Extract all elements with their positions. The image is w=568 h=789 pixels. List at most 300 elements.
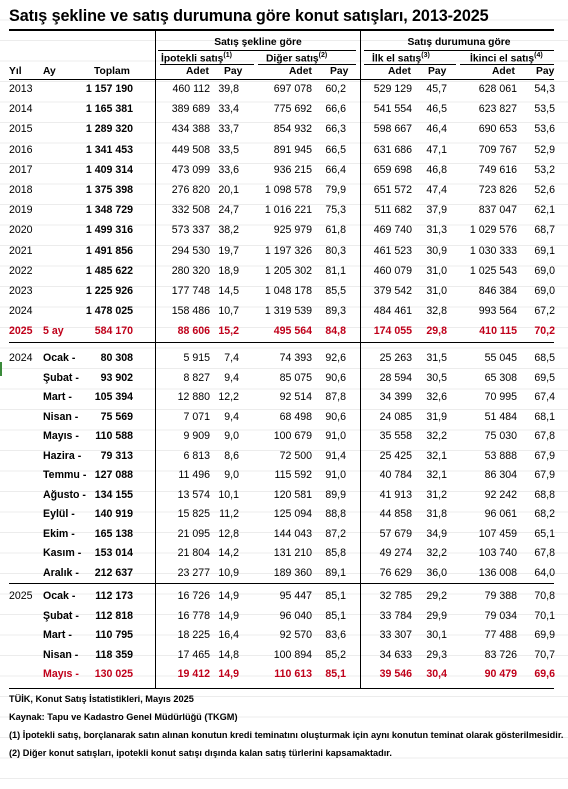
cell-second-share: 70,8: [534, 590, 555, 602]
cell-month: Ekim -: [43, 527, 75, 540]
cell-first-share: 31,5: [426, 352, 447, 364]
cell-month-dash: -: [65, 629, 72, 642]
column-header-share: Pay: [428, 66, 447, 77]
column-header-count: Adet: [289, 66, 312, 77]
cell-year: 2022: [9, 264, 33, 277]
cell-mortgage-share: 9,4: [224, 371, 239, 384]
cell-first-count: 651 572: [373, 184, 412, 196]
cell-other-share: 89,3: [325, 305, 346, 318]
cell-month-dash: -: [72, 609, 79, 622]
cell-mortgage-count: 88 606: [177, 325, 210, 338]
cell-first-share: 32,1: [426, 469, 447, 481]
cell-second-count: 53 888: [484, 449, 517, 462]
cell-first-count: 32 785: [379, 590, 412, 602]
group-header-sales-status: Satış durumuna göre: [407, 37, 511, 48]
cell-first-count: 28 594: [379, 371, 412, 384]
cell-second-share: 65,1: [534, 527, 555, 540]
cell-total: 1 478 025: [85, 305, 133, 318]
footnote-2: (2) Diğer konut satışları, ipotekli konut satışı dışında kalan satış türlerini kapsamaktadır.: [9, 748, 392, 758]
cell-first-count: 469 740: [373, 224, 412, 237]
table-row: [0, 242, 568, 262]
cell-total: 80 308: [100, 352, 133, 364]
cell-first-count: 34 633: [379, 648, 412, 661]
cell-other-share: 60,2: [325, 83, 346, 95]
cell-mortgage-count: 18 225: [177, 629, 210, 642]
cell-other-count: 936 215: [273, 163, 312, 176]
cell-mortgage-share: 10,7: [218, 305, 239, 318]
table-row: [0, 564, 568, 584]
cell-second-share: 52,9: [534, 143, 555, 156]
table-row: [0, 349, 568, 369]
cell-first-share: 31,2: [426, 488, 447, 501]
cell-month: Şubat -: [43, 371, 79, 384]
cell-mortgage-share: 33,5: [218, 143, 239, 156]
cell-total: 112 818: [95, 609, 133, 622]
cell-month-dash: -: [71, 648, 79, 661]
cell-other-count: 72 500: [279, 449, 312, 462]
cell-other-count: 100 679: [273, 430, 312, 442]
cell-second-share: 67,8: [534, 547, 555, 559]
cell-total: 1 289 320: [85, 123, 133, 136]
cell-mortgage-share: 24,7: [218, 204, 239, 217]
cell-mortgage-count: 23 277: [177, 566, 210, 579]
cell-second-share: 64,0: [534, 566, 555, 579]
cell-total: 584 170: [94, 325, 133, 338]
cell-other-count: 925 979: [273, 224, 312, 237]
cell-other-share: 83,6: [325, 629, 346, 642]
cell-other-share: 90,6: [325, 371, 346, 384]
cell-total: 110 588: [95, 430, 133, 442]
cell-month-dash: -: [79, 469, 87, 481]
cell-other-count: 144 043: [273, 527, 312, 540]
cell-other-count: 189 360: [273, 566, 312, 579]
cell-mortgage-count: 19 412: [177, 668, 210, 681]
cell-other-count: 1 319 539: [264, 305, 312, 318]
cell-second-share: 52,6: [534, 184, 555, 196]
cell-first-count: 484 461: [373, 305, 412, 318]
cell-other-share: 85,5: [325, 285, 346, 297]
cell-first-count: 41 913: [379, 488, 412, 501]
cell-second-count: 723 826: [478, 184, 517, 196]
cell-second-count: 65 308: [484, 371, 517, 384]
cell-second-count: 749 616: [478, 163, 517, 176]
cell-first-share: 31,0: [426, 285, 447, 297]
cell-first-share: 30,1: [426, 629, 447, 642]
cell-second-count: 837 047: [478, 204, 517, 217]
header-underline: [364, 64, 456, 65]
cell-other-share: 84,8: [325, 325, 346, 338]
cell-first-share: 46,4: [426, 123, 447, 136]
subheader-other: Diğer satış$^{(2)}$: [266, 52, 328, 65]
cell-first-share: 29,8: [426, 325, 447, 338]
table-row: [0, 262, 568, 282]
cell-mortgage-share: 9,0: [224, 430, 239, 442]
cell-year: 2013: [9, 83, 33, 95]
cell-total: 118 359: [95, 648, 133, 661]
cell-second-count: 709 767: [478, 143, 517, 156]
cell-other-count: 96 040: [279, 609, 312, 622]
subheader-first-hand: İlk el satış$^{(3)}$: [372, 52, 430, 65]
cell-second-share: 68,5: [534, 352, 555, 364]
cell-mortgage-count: 573 337: [171, 224, 210, 237]
cell-second-count: 993 564: [478, 305, 517, 318]
cell-other-count: 775 692: [273, 103, 312, 116]
table-row: [0, 181, 568, 201]
cell-mortgage-count: 9 909: [183, 430, 210, 442]
cell-first-count: 174 055: [373, 325, 412, 338]
cell-second-share: 67,2: [534, 305, 555, 318]
cell-second-count: 79 388: [484, 590, 517, 602]
cell-other-count: 100 894: [273, 648, 312, 661]
cell-year: 2018: [9, 184, 33, 196]
cell-mortgage-count: 17 465: [177, 648, 210, 661]
cell-mortgage-count: 177 748: [171, 285, 210, 297]
cell-total: 1 499 316: [85, 224, 133, 237]
cell-second-count: 136 008: [478, 566, 517, 579]
cell-mortgage-count: 11 496: [178, 469, 210, 481]
cell-first-share: 47,1: [426, 143, 447, 156]
cell-month: Kasım -: [43, 547, 82, 559]
cell-second-share: 69,0: [534, 264, 555, 277]
column-header-count: Adet: [186, 66, 209, 77]
cell-mortgage-count: 15 825: [177, 508, 210, 520]
cell-first-share: 47,4: [426, 184, 447, 196]
cell-year: 2015: [9, 123, 33, 136]
cell-second-count: 77 488: [484, 629, 517, 642]
cell-second-share: 68,7: [534, 224, 555, 237]
cell-second-count: 51 484: [484, 410, 517, 423]
cell-other-count: 1 098 578: [264, 184, 312, 196]
cell-year: 2023: [9, 285, 33, 297]
cell-mortgage-count: 460 112: [172, 83, 210, 95]
cell-year: 2014: [9, 103, 33, 116]
cell-mortgage-count: 16 778: [177, 609, 210, 622]
cell-second-count: 103 740: [478, 547, 517, 559]
title-rule: [9, 29, 554, 31]
cell-second-count: 86 304: [484, 469, 517, 481]
column-header-share: Pay: [224, 66, 243, 77]
cell-second-count: 70 995: [484, 391, 517, 403]
cell-total: 212 637: [94, 566, 133, 579]
table-row: [0, 466, 568, 486]
cell-other-share: 85,1: [325, 609, 346, 622]
cell-second-share: 70,7: [534, 648, 555, 661]
cell-year: 2024: [9, 352, 33, 364]
cell-total: 134 155: [94, 488, 133, 501]
cell-second-share: 53,5: [534, 103, 555, 116]
cell-total: 1 165 381: [85, 103, 133, 116]
cell-other-count: 1 016 221: [264, 204, 312, 217]
cell-total: 1 341 453: [85, 143, 133, 156]
table-row: [0, 486, 568, 506]
cell-first-count: 659 698: [373, 163, 412, 176]
cell-other-share: 61,8: [325, 224, 346, 237]
cell-year: 2020: [9, 224, 33, 237]
cell-second-share: 70,2: [534, 325, 555, 338]
cell-second-count: 90 479: [484, 668, 517, 681]
cell-mortgage-count: 449 508: [171, 143, 210, 156]
cell-second-count: 690 653: [478, 123, 517, 136]
cell-other-count: 110 613: [274, 668, 312, 681]
cell-year: 2025: [9, 325, 33, 338]
cell-total: 75 569: [100, 410, 133, 423]
cell-mortgage-share: 33,6: [218, 163, 239, 176]
table-row: [0, 505, 568, 525]
cell-first-share: 31,8: [426, 508, 447, 520]
cell-total: 1 485 622: [85, 264, 133, 277]
cell-first-share: 30,4: [426, 668, 447, 681]
cell-mortgage-count: 276 820: [171, 184, 210, 196]
cell-second-count: 75 030: [484, 430, 517, 442]
cell-first-share: 34,9: [426, 527, 447, 540]
cell-total: 130 025: [94, 668, 133, 681]
cell-mortgage-share: 12,2: [218, 391, 239, 403]
cell-other-count: 891 945: [273, 143, 312, 156]
cell-first-share: 32,1: [426, 449, 447, 462]
cell-month-dash: -: [71, 410, 79, 423]
cell-second-count: 1 029 576: [469, 224, 517, 237]
cell-first-count: 460 079: [373, 264, 412, 277]
cell-other-share: 87,8: [325, 391, 346, 403]
cell-mortgage-share: 10,9: [218, 566, 239, 579]
cell-mortgage-count: 473 099: [171, 163, 210, 176]
header-underline: [460, 64, 554, 65]
table-row: [0, 120, 568, 140]
cell-mortgage-share: 16,4: [218, 629, 239, 642]
column-header-share: Pay: [536, 66, 555, 77]
cell-total: 112 173: [95, 590, 133, 602]
cell-second-count: 1 025 543: [469, 264, 517, 277]
cell-other-count: 131 210: [273, 547, 312, 559]
cell-mortgage-count: 434 388: [171, 123, 210, 136]
cell-month: Nisan -: [43, 410, 79, 423]
table-row: [0, 100, 568, 120]
cell-mortgage-share: 14,2: [218, 547, 239, 559]
group-header-sales-type: Satış şekline göre: [214, 37, 302, 48]
cell-second-count: 846 384: [478, 285, 517, 297]
cell-mortgage-count: 7 071: [183, 410, 210, 423]
cell-second-count: 92 242: [484, 488, 517, 501]
cell-total: 165 138: [94, 527, 133, 540]
section-rule: [9, 583, 554, 584]
cell-other-share: 66,6: [325, 103, 346, 116]
cell-second-count: 410 115: [479, 325, 517, 338]
cell-total: 1 409 314: [85, 163, 133, 176]
cell-mortgage-share: 14,5: [218, 285, 239, 297]
table-row: [0, 427, 568, 447]
cell-month: Mayıs -: [43, 430, 79, 442]
cell-second-share: 68,8: [534, 488, 555, 501]
cell-mortgage-count: 5 915: [183, 352, 210, 364]
column-header-share: Pay: [330, 66, 349, 77]
cell-year: 2024: [9, 305, 33, 318]
cell-mortgage-share: 11,2: [219, 508, 239, 520]
cell-first-share: 45,7: [426, 83, 447, 95]
column-header-month: Ay: [43, 66, 56, 77]
cell-month-dash: -: [68, 352, 76, 364]
table-bottom-rule: [9, 688, 554, 689]
cell-other-count: 95 447: [279, 590, 312, 602]
cell-month-dash: -: [72, 566, 79, 579]
cell-year: 2016: [9, 143, 33, 156]
cell-other-count: 74 393: [279, 352, 312, 364]
cell-second-share: 67,8: [534, 430, 555, 442]
cell-month: Hazira -: [43, 449, 82, 462]
cell-other-share: 88,8: [325, 508, 346, 520]
cell-first-count: 511 682: [374, 204, 412, 217]
cell-mortgage-share: 33,7: [218, 123, 239, 136]
table-row: [0, 408, 568, 428]
cell-other-share: 87,2: [325, 527, 346, 540]
cell-first-share: 32,8: [426, 305, 447, 318]
cell-total: 1 491 856: [85, 244, 133, 257]
cell-first-count: 598 667: [373, 123, 412, 136]
table-row: [0, 322, 568, 342]
cell-other-share: 92,6: [325, 352, 346, 364]
cell-year: 2017: [9, 163, 33, 176]
cell-other-share: 79,9: [325, 184, 346, 196]
cell-total: 1 375 398: [85, 184, 133, 196]
cell-month: Ocak -: [43, 352, 76, 364]
cell-other-share: 66,3: [325, 123, 346, 136]
cell-first-share: 30,5: [426, 371, 447, 384]
cell-month-dash: -: [74, 547, 82, 559]
cell-second-count: 55 045: [484, 352, 517, 364]
source-line: Kaynak: Tapu ve Kadastro Genel Müdürlüğü (TKGM): [9, 712, 238, 722]
cell-first-share: 29,3: [426, 648, 447, 661]
cell-month-dash: -: [68, 508, 75, 520]
cell-month-dash: -: [72, 371, 79, 384]
cell-other-share: 89,9: [325, 488, 346, 501]
cell-mortgage-count: 16 726: [177, 590, 210, 602]
cell-year: 2019: [9, 204, 33, 217]
cell-other-share: 85,2: [325, 648, 346, 661]
cell-mortgage-share: 14,9: [218, 609, 239, 622]
header-underline: [258, 64, 356, 65]
cell-first-count: 541 554: [373, 103, 412, 116]
cell-month: Şubat -: [43, 609, 79, 622]
cell-first-share: 32,6: [426, 391, 447, 403]
table-row: [0, 161, 568, 181]
cell-first-count: 461 523: [373, 244, 412, 257]
cell-second-share: 62,1: [534, 204, 555, 217]
cell-mortgage-share: 9,0: [224, 469, 239, 481]
row-marker: [0, 362, 2, 376]
cell-second-share: 54,3: [534, 83, 555, 95]
header-underline: [364, 50, 554, 51]
cell-first-count: 379 542: [373, 285, 412, 297]
cell-month-dash: -: [74, 449, 82, 462]
subheader-mortgage: İpotekli satış$^{(1)}$: [161, 52, 232, 65]
cell-mortgage-share: 18,9: [218, 264, 239, 277]
table-row: [0, 525, 568, 545]
cell-total: 1 348 729: [85, 204, 133, 217]
cell-other-share: 91,4: [325, 449, 346, 462]
cell-other-count: 92 514: [279, 391, 312, 403]
cell-mortgage-count: 21 095: [177, 527, 210, 540]
cell-other-count: 125 094: [273, 508, 312, 520]
cell-other-count: 697 078: [273, 83, 312, 95]
cell-mortgage-share: 39,8: [218, 83, 239, 95]
cell-second-share: 69,0: [534, 285, 555, 297]
cell-mortgage-count: 332 508: [171, 204, 210, 217]
cell-mortgage-count: 21 804: [177, 547, 210, 559]
table-row: [0, 447, 568, 467]
cell-first-count: 33 784: [379, 609, 412, 622]
cell-second-count: 79 034: [484, 609, 517, 622]
cell-mortgage-count: 6 813: [183, 449, 210, 462]
cell-mortgage-count: 280 320: [171, 264, 210, 277]
cell-first-count: 49 274: [379, 547, 412, 559]
table-row: [0, 646, 568, 666]
cell-first-count: 39 546: [379, 668, 412, 681]
cell-mortgage-share: 19,7: [218, 244, 239, 257]
cell-month-dash: -: [79, 488, 86, 501]
cell-other-count: 1 197 326: [264, 244, 312, 257]
column-header-year: Yıl: [9, 66, 22, 77]
cell-other-share: 89,1: [325, 566, 346, 579]
column-header-count: Adet: [492, 66, 515, 77]
cell-total: 153 014: [94, 547, 133, 559]
cell-second-share: 53,2: [534, 163, 555, 176]
cell-first-share: 46,5: [426, 103, 447, 116]
cell-other-share: 66,4: [325, 163, 346, 176]
cell-total: 127 088: [94, 469, 133, 481]
cell-month: Mayıs -: [43, 668, 79, 681]
cell-other-count: 68 498: [279, 410, 312, 423]
table-row: [0, 544, 568, 564]
cell-other-count: 854 932: [273, 123, 312, 136]
cell-first-share: 36,0: [426, 566, 447, 579]
cell-first-count: 631 686: [373, 143, 412, 156]
cell-month-dash: -: [72, 668, 79, 681]
section-rule: [9, 342, 554, 343]
cell-first-count: 33 307: [379, 629, 412, 642]
cell-second-share: 68,1: [534, 410, 555, 423]
table-row: [0, 369, 568, 389]
cell-month-dash: -: [72, 430, 79, 442]
cell-year: 2025: [9, 590, 33, 602]
table-row: [0, 80, 568, 100]
cell-mortgage-share: 20,1: [218, 184, 239, 196]
cell-second-share: 69,1: [534, 244, 555, 257]
cell-other-share: 66,5: [325, 143, 346, 156]
cell-second-share: 69,9: [534, 629, 555, 642]
cell-other-count: 1 205 302: [264, 264, 312, 277]
table-row: [0, 302, 568, 322]
cell-other-share: 90,6: [325, 410, 346, 423]
cell-second-share: 70,1: [534, 609, 555, 622]
cell-first-count: 25 425: [379, 449, 412, 462]
cell-second-share: 67,4: [534, 391, 555, 403]
cell-month: Ocak -: [43, 590, 76, 602]
cell-mortgage-share: 14,8: [218, 648, 239, 661]
cell-second-share: 69,6: [534, 668, 555, 681]
cell-second-count: 107 459: [478, 527, 517, 540]
cell-other-count: 85 075: [279, 371, 312, 384]
cell-month-dash: -: [68, 590, 76, 602]
cell-first-count: 35 558: [379, 430, 412, 442]
cell-other-share: 91,0: [325, 469, 346, 481]
cell-other-share: 91,0: [325, 430, 346, 442]
table-row: [0, 626, 568, 646]
cell-month: Ağusto -: [43, 488, 86, 501]
cell-first-count: 44 858: [379, 508, 412, 520]
table-row: [0, 141, 568, 161]
cell-first-count: 34 399: [379, 391, 412, 403]
table-title: Satış şekline ve satış durumuna göre konut satışları, 2013-2025: [9, 7, 489, 25]
table-row: [0, 665, 568, 685]
